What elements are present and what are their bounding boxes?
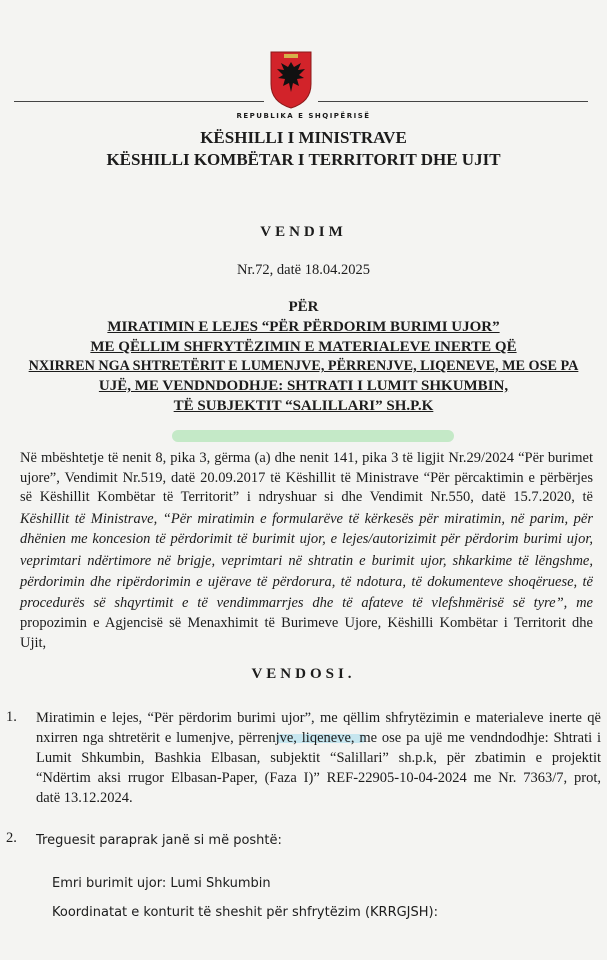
header-rule-right	[318, 101, 588, 102]
preamble-line: veprimtari ndërtimore në brigje, veprimtari në shtratin e burimit ujor, shkarkime të lëngshme,	[20, 553, 593, 569]
item-number: 2.	[6, 830, 17, 846]
preamble-line: Këshillit të Ministrave, “Për miratimin e formularëve të kërkesës për miratimin, në parim, për	[20, 511, 593, 527]
item-line: Treguesit paraprak janë si më poshtë:	[36, 833, 282, 848]
source-name: Emri burimit ujor: Lumi Shkumbin	[52, 876, 271, 891]
preamble-line: procedurës së shqyrtimit e të vendimmarrjes dhe të afateve të vlefshmërisë së tyre”, me	[20, 595, 593, 611]
item-line: datë 13.12.2024.	[36, 790, 133, 806]
preamble-line: Ujit,	[20, 635, 47, 651]
preamble-line: përdorimin dhe ripërdorimin e ujërave të përdorura, të ndotura, të dokumenteve shoqëruese, të	[20, 574, 593, 590]
title-line: ME QËLLIM SHFRYTËZIMIN E MATERIALEVE INERTE QË	[90, 339, 517, 355]
coordinates-label: Koordinatat e konturit të sheshit për shfrytëzim (KRRGJSH):	[52, 905, 438, 920]
albania-emblem-icon	[269, 50, 313, 110]
item-line: Miratimin e lejes, “Për përdorim burimi ujor”, me qëllim shfrytëzimin e materialeve inerte që	[36, 710, 601, 726]
republic-label: REPUBLIKA E SHQIPËRISË	[236, 112, 371, 120]
title-line: MIRATIMIN E LEJES “PËR PËRDORIM BURIMI UJOR”	[107, 319, 500, 335]
decision-heading: VENDIM	[260, 224, 347, 240]
preamble-line: ujore”, Vendimit Nr.519, datë 20.09.2017 të Këshillit të Ministrave “Për përcaktimin e përbërjes	[20, 469, 593, 486]
item-line: nxirren nga shtretërit e lumenjve, përrenjve, liqeneve, me ose pa ujë me vendndodhje: Shtrati i	[36, 730, 601, 746]
title-line: NXIRREN NGA SHTRETËRIT E LUMENJVE, PËRRENJVE, LIQENEVE, ME OSE PA	[28, 358, 579, 374]
preamble-line: Në mbështetje të nenit 8, pika 3, gërma (a) dhe nenit 141, pika 3 të ligjit Nr.29/2024 “Për burimet	[20, 450, 593, 466]
item-line: “Ndërtim aksi rrugor Elbasan-Paper, (Faza I)” REF-22905-10-04-2024 me Nr. 7363/7, prot,	[36, 770, 601, 786]
council-title: KËSHILLI I MINISTRAVE	[200, 128, 407, 147]
vendosi-heading: VENDOSI.	[251, 666, 356, 682]
green-highlight-mark	[172, 430, 454, 442]
header-rule-left	[14, 101, 264, 102]
item-number: 1.	[6, 709, 17, 725]
title-line: UJË, ME VENDNDODHJE: SHTRATI I LUMIT SHKUMBIN,	[98, 378, 509, 394]
title-line: TË SUBJEKTIT “SALILLARI” SH.P.K	[173, 398, 434, 414]
decision-number: Nr.72, datë 18.04.2025	[237, 262, 370, 278]
item-line: Lumit Shkumbin, Bashkia Elbasan, subjektit “Salillari” sh.p.k, për zbatimin e projektit	[36, 750, 601, 766]
per-label: PËR	[288, 299, 319, 315]
preamble-line: dhënien me koncesion të përdorimit të burimit ujor, e lejes/autorizimit për përdorim burimi ujor,	[20, 531, 593, 547]
subcouncil-title: KËSHILLI KOMBËTAR I TERRITORIT DHE UJIT	[106, 150, 501, 169]
preamble-line: së Këshillit Kombëtar të Territorit” i ndryshuar si dhe Vendimit Nr.550, datë 15.7.2020, të	[20, 489, 593, 505]
preamble-line: propozimin e Agjencisë së Menaxhimit të Burimeve Ujore, Këshilli Kombëtar i Territorit dhe	[20, 615, 593, 631]
